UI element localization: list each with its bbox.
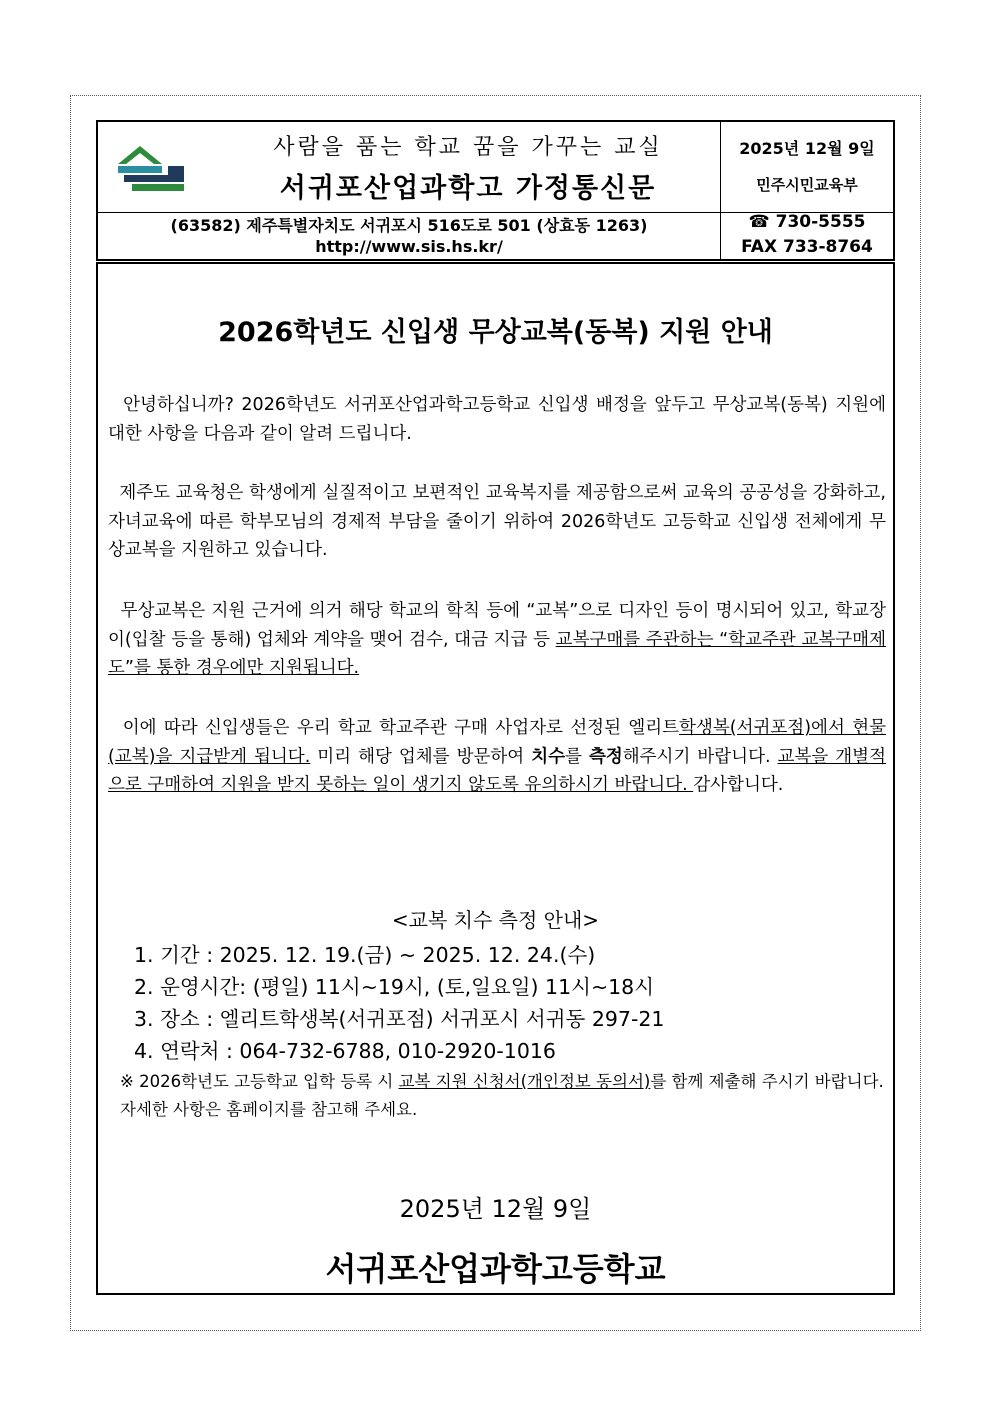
paragraph-policy-text: 무상교복은 지원 근거에 의거 해당 학교의 학칙 등에 “교복”으로 디자인 등이 명시되어 있고, 학교장이(입찰 등을 통해) 업체와 계약을 맺어 검수, 대금 지급 등 (108, 601, 886, 650)
header-right (721, 122, 893, 259)
paragraph-instructions (108, 714, 886, 800)
newsletter-title: 서귀포산업과학고 가정통신문 (279, 173, 657, 204)
guide-note-a: ※ 2026학년도 고등학교 입학 등록 시 (120, 1072, 399, 1091)
phone-number: 730-5555 (775, 212, 866, 232)
notice-body (96, 262, 895, 1295)
guide-note-b: 를 함께 제출해 주시기 바랍니다. 자세한 사항은 홈페이지를 참고해 주세요. (120, 1072, 884, 1119)
guide-note-underline: 교복 지원 신청서(개인정보 동의서) (398, 1072, 651, 1091)
paragraph-instr-a: 이에 따라 신입생들은 우리 학교 학교주관 구매 사업자로 선정된 엘리트 (122, 718, 680, 738)
paragraph-instr-bold2: 측정 (588, 746, 623, 767)
paragraph-instr-u1: 학생복(서귀포점)에서 현물(교복)을 지급받게 됩니다. (108, 718, 886, 767)
paragraph-instr-u2: 교복을 개별적으로 구매하여 지원을 받지 못하는 일이 생기지 않도록 유의하시기 바랍니다. (108, 746, 886, 795)
guide-title: <교복 치수 측정 안내> (391, 908, 600, 932)
footer-school-name: 서귀포산업과학고등학교 (325, 1250, 666, 1288)
newsletter-header (96, 120, 895, 261)
guide-item-contact: 4. 연락처 : 064-732-6788, 010-2920-1016 (134, 1039, 556, 1063)
header-date: 2025년 12월 9일 (739, 139, 875, 158)
school-address-block (98, 215, 720, 257)
header-divider (98, 212, 720, 213)
phone-icon: ☎ (748, 212, 770, 232)
paragraph-intro (108, 391, 886, 448)
paragraph-instr-c: 를 (565, 746, 589, 767)
guide-item-location: 3. 장소 : 엘리트학생복(서귀포점) 서귀포시 서귀동 297-21 (134, 1007, 665, 1031)
guide-note (120, 1068, 886, 1124)
paragraph-policy-underline: 교복구매를 주관하는 “학교주관 교복구매제도”를 통한 경우에만 지원됩니다. (108, 629, 886, 678)
paragraph-instr-d: 해주시기 바랍니다. (622, 746, 778, 767)
paragraph-instr-b: 미리 해당 업체를 방문하여 (310, 746, 532, 767)
header-left (98, 122, 721, 259)
paragraph-intro-text: 안녕하십니까? 2026학년도 서귀포산업과학고등학교 신입생 배정을 앞두고 무상교복(동복) 지원에 대한 사항을 다음과 같이 알려 드립니다. (108, 395, 886, 444)
paragraph-instr-bold1: 치수 (531, 746, 566, 767)
footer-date: 2025년 12월 9일 (399, 1195, 592, 1223)
school-address: (63582) 제주특별자치도 서귀포시 516도로 501 (상효동 1263) (170, 216, 648, 235)
paragraph-purpose-text: 제주도 교육청은 학생에게 실질적이고 보편적인 교육복지를 제공함으로써 교육의 공공성을 강화하고, 자녀교육에 따른 학부모님의 경제적 부담을 줄이기 위하여 2026학년도 고등학교 신입생 전체에게 무상교복을 지원하고 있습니다. (108, 483, 886, 560)
notice-title: 2026학년도 신입생 무상교복(동복) 지원 안내 (218, 317, 773, 348)
school-motto: 사람을 품는 학교 꿈을 가꾸는 교실 (273, 135, 663, 160)
paragraph-instr-e: 감사합니다. (693, 775, 784, 795)
fax-number: FAX 733-8764 (741, 237, 873, 257)
school-logo-icon (118, 144, 188, 194)
phone-line (721, 212, 893, 232)
department: 민주시민교육부 (756, 176, 858, 194)
paragraph-policy (108, 597, 886, 683)
guide-item-period: 1. 기간 : 2025. 12. 19.(금) ~ 2025. 12. 24.(수) (134, 943, 596, 967)
guide-item-hours: 2. 운영시간: (평일) 11시~19시, (토,일요일) 11시~18시 (134, 975, 655, 999)
paragraph-purpose (108, 479, 886, 565)
school-website[interactable]: http://www.sis.hs.kr/ (315, 237, 503, 256)
